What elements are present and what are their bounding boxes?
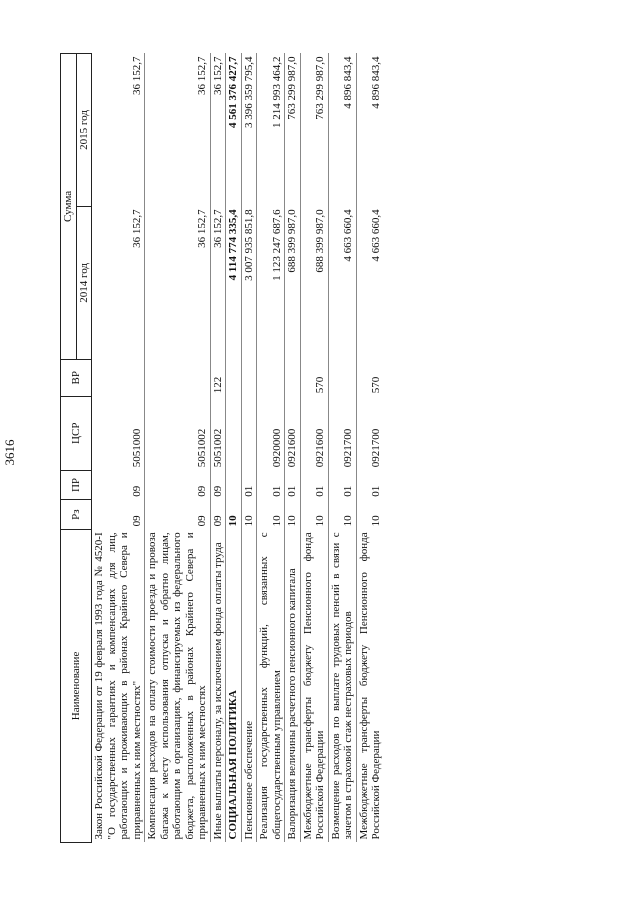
cell-y2014: 4 114 774 335,4: [226, 206, 242, 359]
header-row-1: [61, 54, 77, 843]
cell-name: Валоризация величины расчетного пенсионного капитала: [285, 529, 301, 842]
cell-pr: 01: [300, 470, 328, 500]
cell-y2014: 36 152,7: [130, 209, 143, 248]
table-row: [210, 54, 226, 843]
header-vr: ВР: [61, 359, 92, 396]
cell-csr: 0921700: [356, 396, 384, 470]
table-row: [92, 54, 145, 843]
cell-y2015: 36 152,7: [130, 56, 143, 95]
header-sum: Сумма: [61, 54, 77, 360]
cell-rz: 09: [130, 515, 143, 527]
cell-csr: 0921700: [328, 396, 356, 470]
cell-rz: 10: [285, 500, 301, 530]
cell-y2014: 688 399 987,0: [300, 206, 328, 359]
table-row: [257, 54, 285, 843]
cell-rz: 09: [210, 500, 226, 530]
cell-pr: 09: [210, 470, 226, 500]
table-row: [356, 54, 384, 843]
cell-y2014: 688 399 987,0: [285, 206, 301, 359]
header-2015: 2015 год: [76, 54, 92, 207]
cell-y2014: 36 152,7: [210, 206, 226, 359]
cell-name: Возмещение расходов по выплате трудовых пенсий в связи с зачетом в страховой стаж нестраховых периодов: [328, 529, 356, 842]
table-row: [328, 54, 356, 843]
table-row: [300, 54, 328, 843]
cell-pr: 09: [145, 470, 211, 500]
header-2014: 2014 год: [76, 206, 92, 359]
cell-rz: 10: [356, 500, 384, 530]
cell-name: Иные выплаты персоналу, за исключением фонда оплаты труда: [210, 529, 226, 842]
cell-vr: 570: [356, 359, 384, 396]
cell-rz: 10: [226, 500, 242, 530]
cell-rz: 10: [241, 500, 257, 530]
cell-csr: 5051002: [210, 396, 226, 470]
cell-csr: 0920000: [257, 396, 285, 470]
cell-csr: [241, 396, 257, 470]
cell-rz: 09: [145, 500, 211, 530]
cell-vr: [226, 359, 242, 396]
cell-csr: 0921600: [285, 396, 301, 470]
cell-vr: [145, 359, 211, 396]
cell-name: СОЦИАЛЬНАЯ ПОЛИТИКА: [226, 529, 242, 842]
cell-vr: 570: [300, 359, 328, 396]
cell-y2014: 3 007 935 851,8: [241, 206, 257, 359]
header-name: Наименование: [61, 529, 92, 842]
cell-y2015: 763 299 987,0: [285, 54, 301, 207]
cell-y2015: 36 152,7: [210, 54, 226, 207]
cell-name: Компенсация расходов на оплату стоимости проезда и провоза багажа к месту использования отпуска и обратно лицам, работающим в организациях, финансируемых из федерального бюджета, расположенных в районах Крайнего Севера и приравненных к ним местностях: [145, 529, 211, 842]
cell-vr: [328, 359, 356, 396]
cell-pr: 01: [285, 470, 301, 500]
cell-pr: 01: [241, 470, 257, 500]
header-pr: ПР: [61, 470, 92, 500]
budget-table: [60, 53, 384, 843]
cell-pr: 09: [130, 485, 143, 497]
cell-name: Пенсионное обеспечение: [241, 529, 257, 842]
cell-vr: [257, 359, 285, 396]
cell-csr: 5051000: [130, 428, 143, 468]
cell-y2014: 1 123 247 687,6: [257, 206, 285, 359]
cell-rz: 10: [328, 500, 356, 530]
cell-y2015: 4 896 843,4: [356, 54, 384, 207]
table-row: [285, 54, 301, 843]
cell-rz: 10: [257, 500, 285, 530]
cell-y2015: 4 561 376 427,7: [226, 54, 242, 207]
cell-name: Межбюджетные трансферты бюджету Пенсионного фонда Российской Федерации: [300, 529, 328, 842]
cell-y2015: 3 396 359 795,4: [241, 54, 257, 207]
cell-y2015: 36 152,7: [145, 54, 211, 207]
cell-csr: 0921600: [300, 396, 328, 470]
cell-y2015: 4 896 843,4: [328, 54, 356, 207]
cell-rz: 10: [300, 500, 328, 530]
table-row: [241, 54, 257, 843]
cell-y2014: 4 663 660,4: [328, 206, 356, 359]
cell-csr: 5051002: [145, 396, 211, 470]
cell-vr: [241, 359, 257, 396]
cell-name: Закон Российской Федерации от 19 февраля 1993 года № 4520-I "О государственных гарантиях и компенсациях для лиц, работающих и проживающих в районах Крайнего Севера и приравненных к ним местностях": [93, 532, 143, 840]
cell-name: Межбюджетные трансферты бюджету Пенсионного фонда Российской Федерации: [356, 529, 384, 842]
cell-vr: [92, 359, 145, 396]
cell-vr: [285, 359, 301, 396]
cell-pr: 01: [257, 470, 285, 500]
cell-y2014: 36 152,7: [145, 206, 211, 359]
cell-vr: 122: [210, 359, 226, 396]
table-body: [92, 54, 384, 843]
cell-pr: 01: [356, 470, 384, 500]
cell-name: Реализация государственных функций, связанных с общегосударственным управлением: [257, 529, 285, 842]
header-csr: ЦСР: [61, 396, 92, 470]
cell-y2014: 4 663 660,4: [356, 206, 384, 359]
header-rz: Рз: [61, 500, 92, 530]
cell-pr: 01: [328, 470, 356, 500]
cell-y2015: 763 299 987,0: [300, 54, 328, 207]
table-row: [226, 54, 242, 843]
page-number: 3616: [2, 439, 17, 466]
cell-csr: [226, 396, 242, 470]
cell-pr: [226, 470, 242, 500]
cell-y2015: 1 214 993 464,2: [257, 54, 285, 207]
table-row: [145, 54, 211, 843]
